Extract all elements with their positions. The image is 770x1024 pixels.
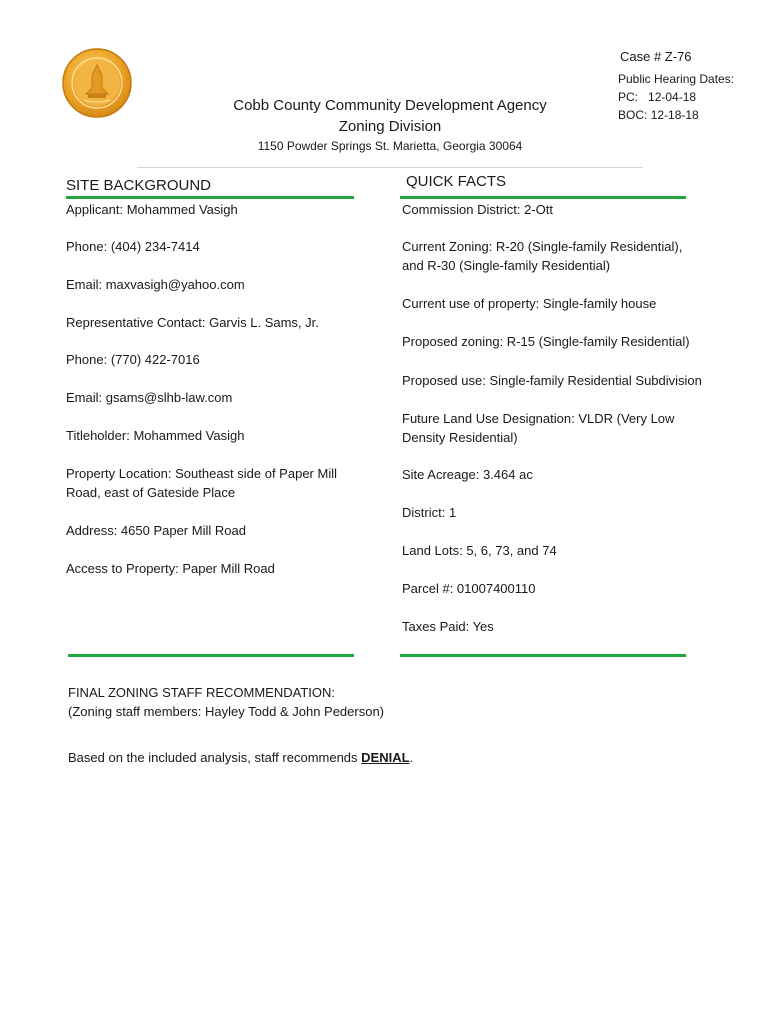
proposed-use: Proposed use: Single-family Residential Subdivision — [402, 373, 702, 388]
commission-district: Commission District: 2-Ott — [402, 202, 553, 217]
recommendation-prefix: Based on the included analysis, staff recommends — [68, 750, 362, 765]
agency-address: 1150 Powder Springs St. Marietta, Georgia 30064 — [257, 139, 523, 153]
header-divider — [137, 167, 643, 168]
hearing-boc-label: BOC: — [618, 108, 648, 122]
current-zoning — [402, 237, 702, 275]
hearing-dates-title: Public Hearing Dates: — [618, 72, 735, 86]
hearing-pc — [618, 88, 734, 106]
applicant-phone: Phone: (404) 234-7414 — [66, 239, 200, 254]
titleholder: Titleholder: Mohammed Vasigh — [66, 428, 245, 443]
future-land-use-line1: Future Land Use Designation: VLDR (Very Low — [402, 411, 675, 426]
recommendation-suffix: . — [409, 750, 414, 765]
quick-facts-divider-bottom — [400, 654, 686, 657]
taxes-paid: Taxes Paid: Yes — [402, 619, 494, 634]
hearing-pc-label: PC: — [618, 90, 639, 104]
property-location — [66, 464, 366, 502]
site-background-divider-bottom — [68, 654, 354, 657]
hearing-boc-date: 12-18-18 — [650, 108, 699, 122]
applicant: Applicant: Mohammed Vasigh — [66, 202, 238, 217]
quick-facts-divider-top — [400, 196, 686, 199]
site-background-divider-top — [66, 196, 354, 199]
case-number: Case # Z-76 — [620, 49, 692, 64]
current-use: Current use of property: Single-family house — [402, 296, 657, 311]
current-zoning-line2: and R-30 (Single-family Residential) — [402, 258, 611, 273]
recommendation-decision: DENIAL — [361, 750, 410, 765]
future-land-use — [402, 409, 702, 447]
county-seal-icon — [62, 48, 132, 118]
agency-title — [200, 95, 580, 137]
property-address: Address: 4650 Paper Mill Road — [66, 523, 246, 538]
division-name: Zoning Division — [338, 118, 442, 135]
recommendation-statement — [68, 750, 413, 765]
parcel-number: Parcel #: 01007400110 — [402, 581, 536, 596]
applicant-email: Email: maxvasigh@yahoo.com — [66, 277, 245, 292]
representative-contact: Representative Contact: Garvis L. Sams, Jr. — [66, 315, 319, 330]
zoning-staff-members: (Zoning staff members: Hayley Todd & John Pederson) — [68, 704, 385, 719]
agency-name: Cobb County Community Development Agency — [233, 97, 547, 114]
site-acreage: Site Acreage: 3.464 ac — [402, 467, 533, 482]
future-land-use-line2: Density Residential) — [402, 430, 518, 445]
property-access: Access to Property: Paper Mill Road — [66, 561, 275, 576]
hearing-pc-date: 12-04-18 — [648, 90, 697, 104]
site-background-title: SITE BACKGROUND — [66, 177, 212, 194]
proposed-zoning: Proposed zoning: R-15 (Single-family Residential) — [402, 334, 690, 349]
property-location-line1: Property Location: Southeast side of Paper Mill — [66, 466, 337, 481]
recommendation-heading: FINAL ZONING STAFF RECOMMENDATION: — [68, 685, 335, 700]
hearing-boc — [618, 106, 734, 124]
representative-phone: Phone: (770) 422-7016 — [66, 352, 200, 367]
land-lots: Land Lots: 5, 6, 73, and 74 — [402, 543, 557, 558]
current-zoning-line1: Current Zoning: R-20 (Single-family Residential), — [402, 239, 683, 254]
quick-facts-title: QUICK FACTS — [406, 173, 507, 190]
property-location-line2: Road, east of Gateside Place — [66, 485, 236, 500]
public-hearing-dates — [618, 70, 734, 124]
district-number: District: 1 — [402, 505, 457, 520]
representative-email: Email: gsams@slhb-law.com — [66, 390, 233, 405]
final-recommendation — [68, 683, 384, 721]
